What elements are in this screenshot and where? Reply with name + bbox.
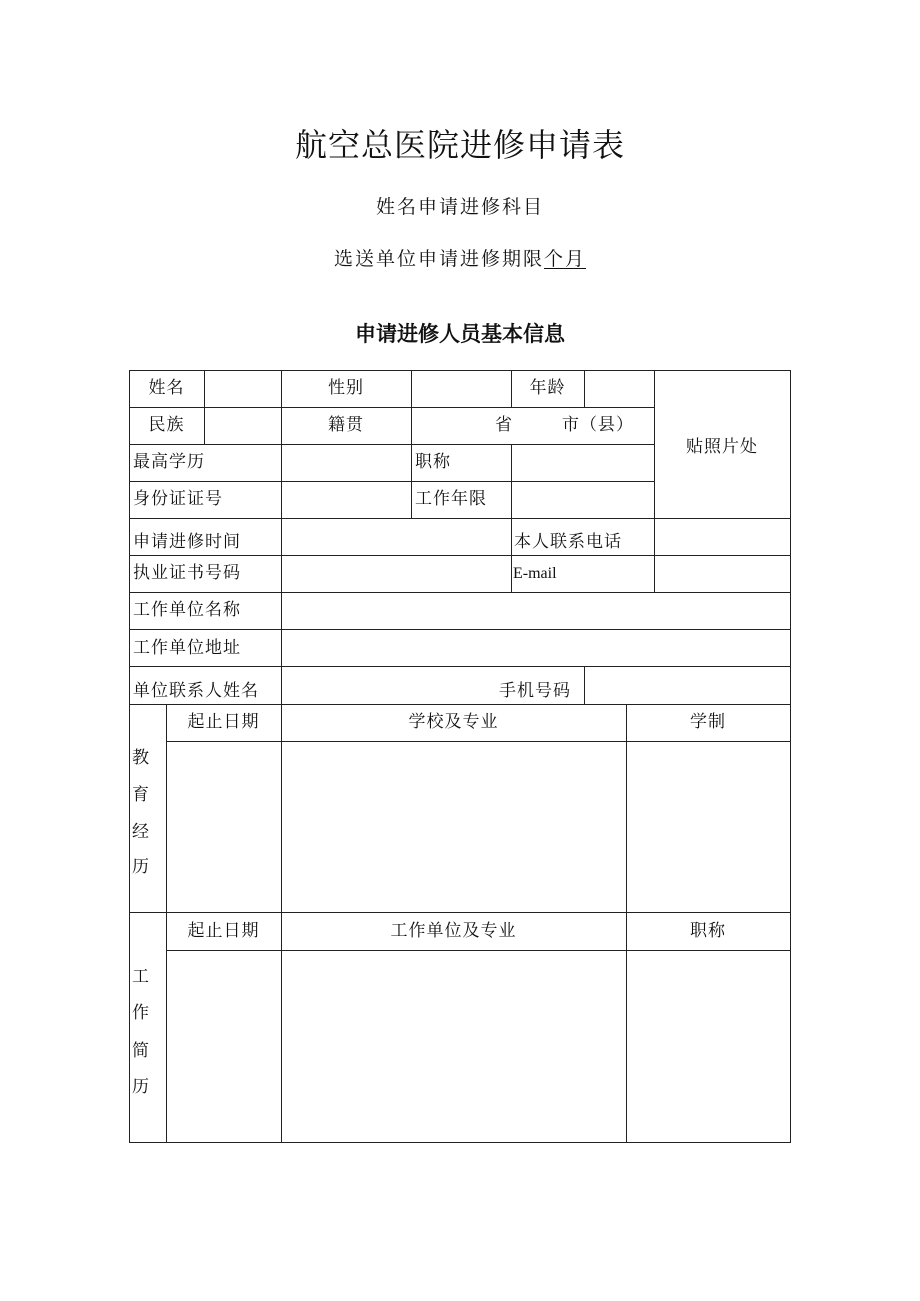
row-line <box>129 666 790 667</box>
gender-label: 性别 <box>328 378 364 398</box>
sending-unit-period-line <box>0 244 920 271</box>
col-line <box>584 666 585 704</box>
province-label: 省 <box>495 415 513 435</box>
row-line <box>129 555 790 556</box>
work-dates-header: 起止日期 <box>187 921 260 941</box>
work-side-char: 工 <box>132 967 150 987</box>
education-side-char: 育 <box>132 785 150 805</box>
row-line <box>129 407 654 408</box>
row-line <box>129 629 790 630</box>
row-line <box>129 444 654 445</box>
professional-title-label: 职称 <box>415 452 451 472</box>
edu-duration-header: 学制 <box>690 712 726 732</box>
native-place-label: 籍贯 <box>328 415 364 435</box>
work-side-char: 作 <box>132 1003 150 1023</box>
unit-contact-label: 单位联系人姓名 <box>133 681 259 701</box>
personal-phone-label: 本人联系电话 <box>514 532 622 552</box>
row-line <box>129 518 790 519</box>
education-side-char: 历 <box>132 857 150 877</box>
row-line <box>129 592 790 593</box>
col-line <box>511 444 512 518</box>
study-time-label: 申请进修时间 <box>133 532 241 552</box>
employer-name-label: 工作单位名称 <box>133 600 241 620</box>
col-line <box>584 370 585 407</box>
age-label: 年龄 <box>529 378 566 398</box>
applicant-name-subject-line: 姓名申请进修科目 <box>375 196 544 218</box>
col-line <box>281 370 282 1142</box>
employer-address-label: 工作单位地址 <box>133 638 241 658</box>
col-line <box>511 518 512 592</box>
photo-placeholder: 贴照片处 <box>686 437 758 457</box>
city-label: 市（县） <box>562 415 634 435</box>
education-level-label: 最高学历 <box>133 452 205 472</box>
table-border-left <box>129 370 130 1143</box>
work-side-char: 简 <box>132 1041 150 1061</box>
months-underlined: 个月 <box>544 248 587 270</box>
col-line <box>204 370 205 444</box>
table-border-bottom <box>129 1142 790 1143</box>
row-line <box>129 704 790 705</box>
row-line <box>166 950 790 951</box>
ethnicity-label: 民族 <box>148 415 185 435</box>
edu-school-header: 学校及专业 <box>408 712 499 732</box>
email-label: E-mail <box>513 565 557 582</box>
table-border-right <box>790 370 791 1143</box>
table-border-top <box>129 370 790 371</box>
row-line <box>129 912 790 913</box>
page-title: 航空总医院进修申请表 <box>294 126 625 164</box>
name-label: 姓名 <box>148 378 185 398</box>
edu-dates-header: 起止日期 <box>187 712 260 732</box>
education-side-char: 教 <box>132 748 150 768</box>
section-subtitle: 申请进修人员基本信息 <box>355 322 565 346</box>
mobile-label: 手机号码 <box>499 681 571 701</box>
col-line <box>411 370 412 518</box>
license-number-label: 执业证书号码 <box>133 563 241 583</box>
education-side-char: 经 <box>132 822 150 842</box>
col-line <box>654 370 655 592</box>
work-employer-header: 工作单位及专业 <box>390 921 517 941</box>
row-line <box>166 741 790 742</box>
work-side-char: 历 <box>132 1077 150 1097</box>
row-line <box>129 481 654 482</box>
sending-unit-period-text: 选送单位申请进修期限 <box>333 248 544 270</box>
work-years-label: 工作年限 <box>415 489 487 509</box>
id-number-label: 身份证证号 <box>133 489 223 509</box>
work-title-header: 职称 <box>690 921 726 941</box>
